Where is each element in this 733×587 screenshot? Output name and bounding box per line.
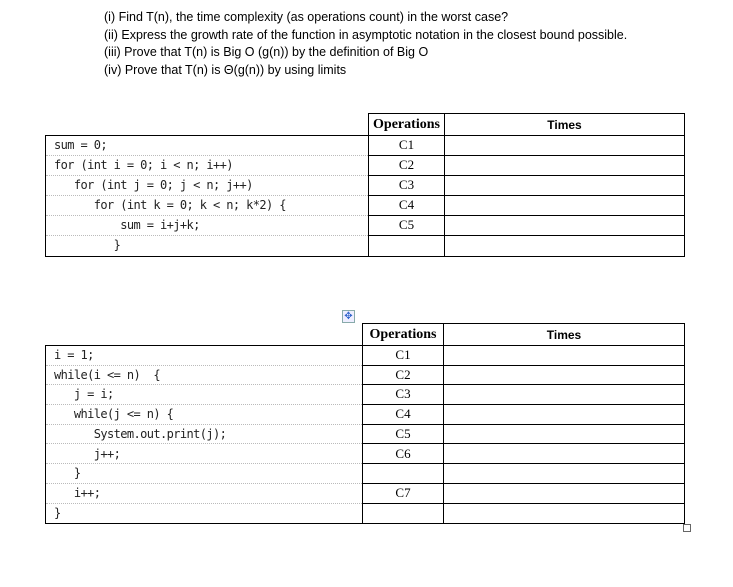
- times-cell[interactable]: [445, 176, 684, 196]
- code-line: sum = i+j+k;: [46, 216, 368, 236]
- times-cell[interactable]: [444, 484, 684, 504]
- times-cell[interactable]: [445, 196, 684, 216]
- operations-column: [368, 113, 445, 257]
- operation-cell: [363, 504, 443, 524]
- operation-cell: C4: [363, 405, 443, 425]
- operation-cell: [369, 236, 444, 256]
- times-cell[interactable]: [444, 346, 684, 366]
- times-cell[interactable]: [444, 425, 684, 445]
- code-line: i++;: [46, 484, 362, 504]
- code-line: while(i <= n) {: [46, 366, 362, 386]
- times-cell[interactable]: [444, 385, 684, 405]
- operation-cell: C2: [369, 156, 444, 176]
- code-line: for (int k = 0; k < n; k*2) {: [46, 196, 368, 216]
- operation-cell: C3: [363, 385, 443, 405]
- operation-cell: C4: [369, 196, 444, 216]
- code-cell: [45, 135, 369, 257]
- question-3: (iii) Prove that T(n) is Big O (g(n)) by the definition of Big O: [104, 45, 429, 59]
- times-header: Times: [444, 324, 684, 346]
- operation-cell: C5: [363, 425, 443, 445]
- operation-cell: C5: [369, 216, 444, 236]
- question-4: (iv) Prove that T(n) is Θ(g(n)) by using limits: [104, 63, 347, 77]
- code-line: for (int j = 0; j < n; j++): [46, 176, 368, 196]
- times-cell[interactable]: [445, 156, 684, 176]
- times-header: Times: [445, 114, 684, 136]
- table-move-handle-icon[interactable]: ✥: [342, 310, 355, 323]
- times-column: [444, 113, 685, 257]
- code-cell: [45, 345, 363, 524]
- operation-cell: [363, 464, 443, 484]
- times-cell[interactable]: [445, 136, 684, 156]
- operations-column: [362, 323, 444, 524]
- times-cell[interactable]: [445, 236, 684, 256]
- times-column: [443, 323, 685, 524]
- operations-header: Operations: [363, 324, 443, 346]
- operation-cell: C3: [369, 176, 444, 196]
- times-cell[interactable]: [445, 216, 684, 236]
- operation-cell: C2: [363, 366, 443, 386]
- code-line: for (int i = 0; i < n; i++): [46, 156, 368, 176]
- times-cell[interactable]: [444, 405, 684, 425]
- times-cell[interactable]: [444, 464, 684, 484]
- code-line: sum = 0;: [46, 136, 368, 156]
- question-1: (i) Find T(n), the time complexity (as operations count) in the worst case?: [104, 10, 509, 24]
- question-2: (ii) Express the growth rate of the function in asymptotic notation in the closest bound possible.: [104, 28, 628, 42]
- code-line: System.out.print(j);: [46, 425, 362, 445]
- times-cell[interactable]: [444, 366, 684, 386]
- operation-cell: C1: [363, 346, 443, 366]
- times-cell[interactable]: [444, 445, 684, 465]
- operation-cell: C1: [369, 136, 444, 156]
- operation-cell: C6: [363, 445, 443, 465]
- code-line: }: [54, 238, 121, 252]
- code-line: }: [46, 464, 362, 484]
- operations-header: Operations: [369, 114, 444, 136]
- code-line: while(j <= n) {: [46, 405, 362, 425]
- times-cell[interactable]: [444, 504, 684, 524]
- code-line: i = 1;: [46, 346, 362, 366]
- code-line: j = i;: [46, 385, 362, 405]
- table-resize-handle[interactable]: [683, 524, 691, 532]
- code-line: }: [54, 505, 61, 520]
- code-line: j++;: [46, 445, 362, 465]
- operation-cell: C7: [363, 484, 443, 504]
